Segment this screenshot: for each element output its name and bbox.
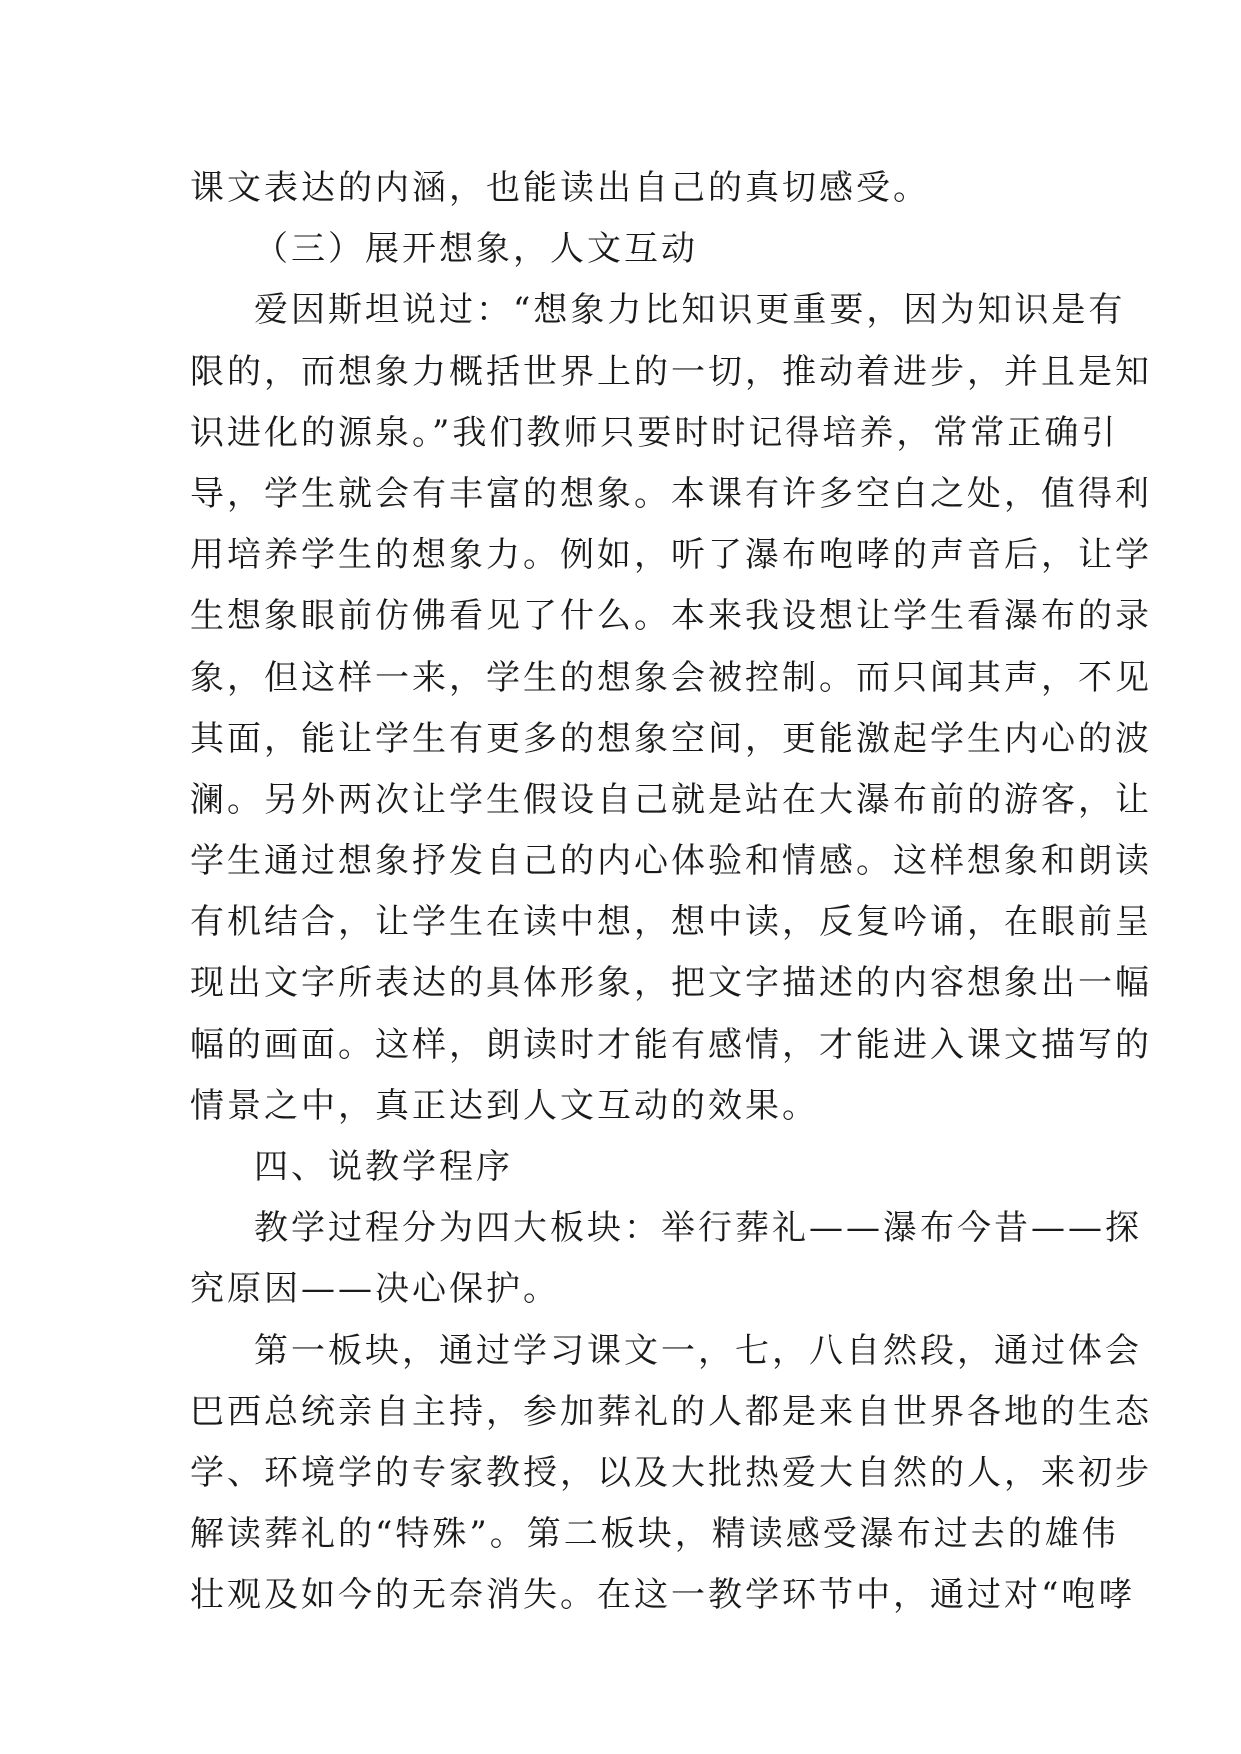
text-line: 识进化的源泉。”我们教师只要时时记得培养，常常正确引 xyxy=(190,412,1119,453)
text-line: 导，学生就会有丰富的想象。本课有许多空白之处，值得利 xyxy=(190,473,1152,514)
text-line: 限的，而想象力概括世界上的一切，推动着进步，并且是知 xyxy=(190,351,1152,392)
text-line: 学、环境学的专家教授，以及大批热爱大自然的人，来初步 xyxy=(190,1452,1152,1493)
text-line: 学生通过想象抒发自己的内心体验和情感。这样想象和朗读 xyxy=(190,841,1152,882)
text-line: 爱因斯坦说过：“想象力比知识更重要，因为知识是有 xyxy=(254,290,1126,331)
text-line: 解读葬礼的“特殊”。第二板块，精读感受瀑布过去的雄伟 xyxy=(190,1514,1119,1555)
text-line: 课文表达的内涵，也能读出自己的真切感受。 xyxy=(190,168,930,208)
text-line: 巴西总统亲自主持，参加葬礼的人都是来自世界各地的生态 xyxy=(190,1391,1152,1432)
text-line: 第一板块，通过学习课文一，七，八自然段，通过体会 xyxy=(254,1330,1142,1371)
text-line: 壮观及如今的无奈消失。在这一教学环节中，通过对“咆哮 xyxy=(190,1575,1136,1616)
section-heading: （三）展开想象，人文互动 xyxy=(254,229,698,270)
section-heading: 四、说教学程序 xyxy=(254,1147,513,1187)
text-line: 澜。另外两次让学生假设自己就是站在大瀑布前的游客，让 xyxy=(190,779,1152,820)
text-line: 现出文字所表达的具体形象，把文字描述的内容想象出一幅 xyxy=(190,963,1152,1004)
text-line: 其面，能让学生有更多的想象空间，更能激起学生内心的波 xyxy=(190,718,1152,759)
text-line: 用培养学生的想象力。例如，听了瀑布咆哮的声音后，让学 xyxy=(190,535,1152,576)
text-line: 生想象眼前仿佛看见了什么。本来我设想让学生看瀑布的录 xyxy=(190,596,1152,637)
text-line: 情景之中，真正达到人文互动的效果。 xyxy=(190,1085,819,1126)
text-line: 有机结合，让学生在读中想，想中读，反复吟诵，在眼前呈 xyxy=(190,902,1152,943)
text-line: 教学过程分为四大板块：举行葬礼——瀑布今昔——探 xyxy=(254,1208,1142,1249)
text-line: 究原因——决心保护。 xyxy=(190,1269,560,1310)
document-body xyxy=(190,158,1152,1627)
text-line: 幅的画面。这样，朗读时才能有感情，才能进入课文描写的 xyxy=(190,1024,1152,1065)
text-line: 象，但这样一来，学生的想象会被控制。而只闻其声，不见 xyxy=(190,657,1152,698)
